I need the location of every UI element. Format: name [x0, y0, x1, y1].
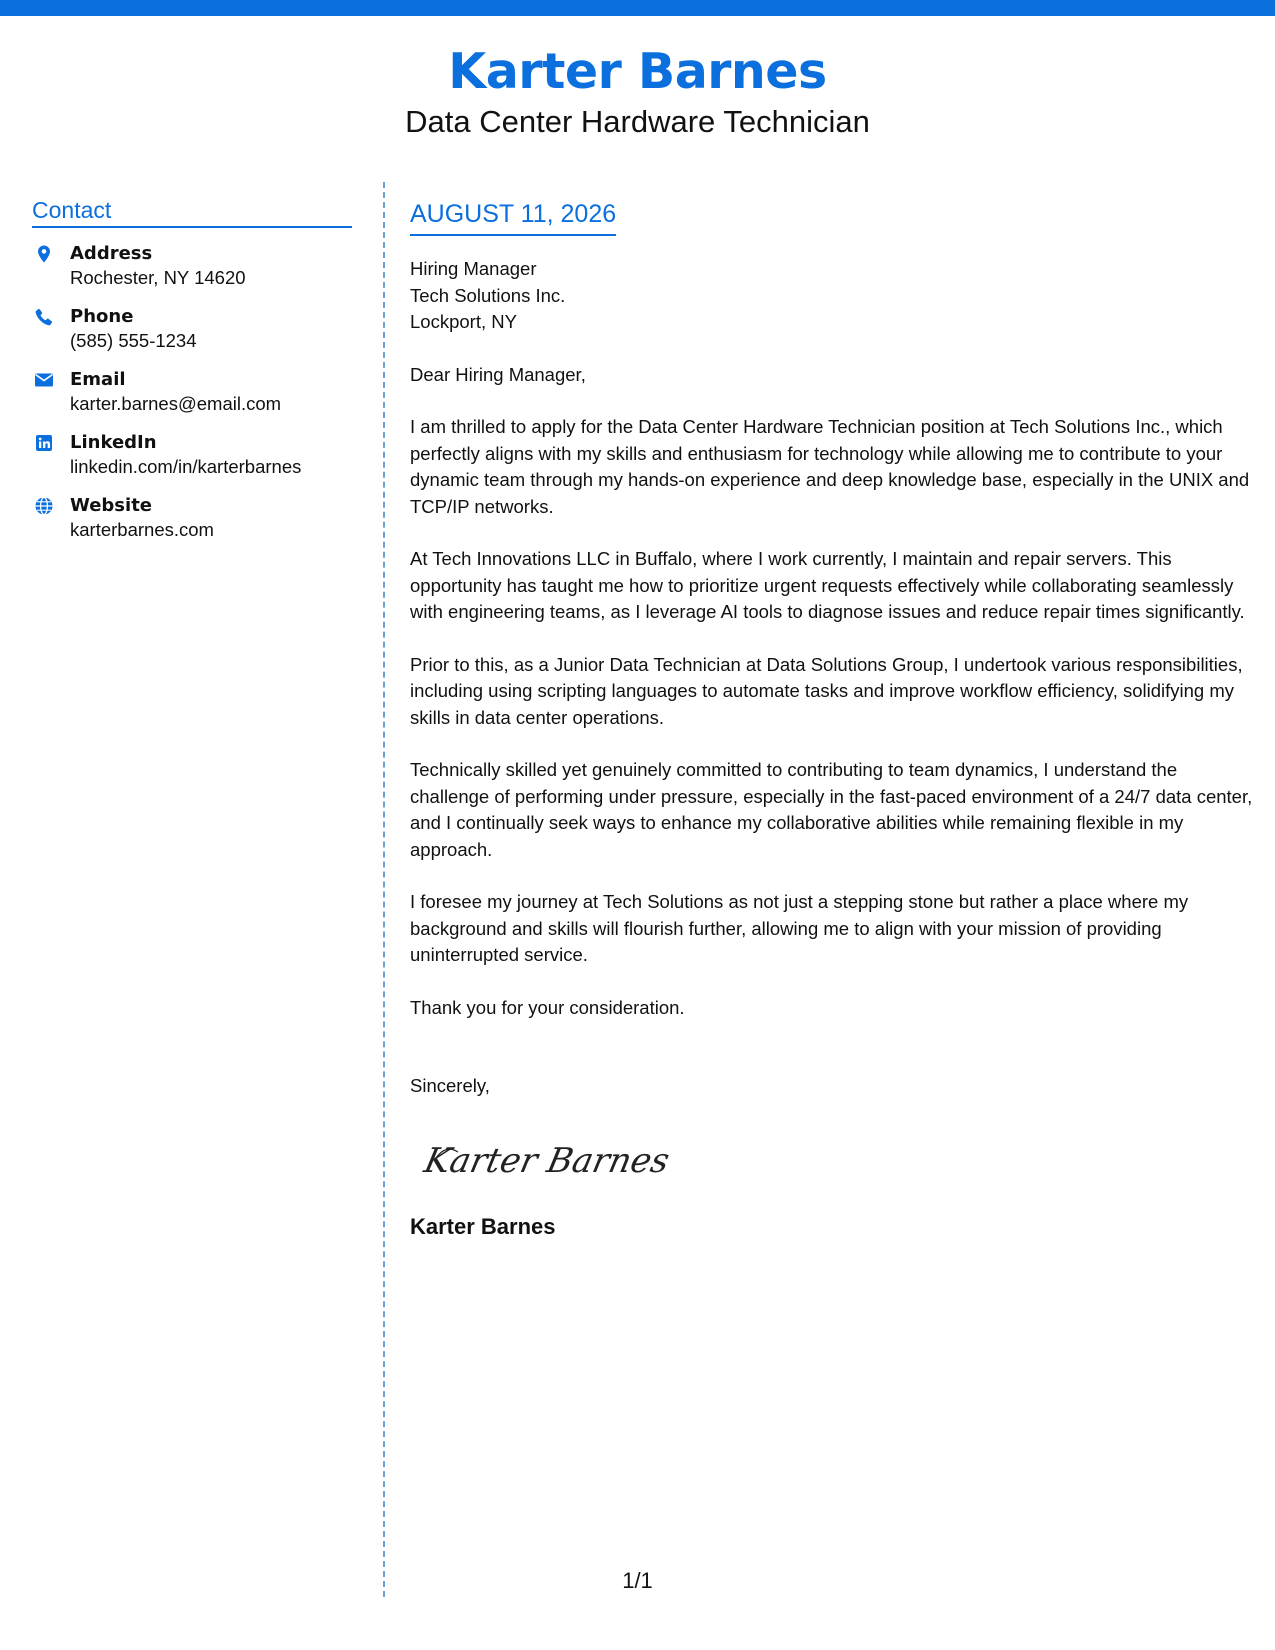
map-pin-icon: [34, 244, 54, 264]
body-paragraph: Prior to this, as a Junior Data Technician at Data Solutions Group, I undertook various responsibilities, including using scripting languages to automate tasks and improve workflow efficiency, solidifying my skills in data center operations.: [410, 653, 1243, 728]
signature-text: Karter Barnes: [422, 1140, 673, 1181]
body-paragraph: I am thrilled to apply for the Data Center Hardware Technician position at Tech Solutions Inc., which perfectly aligns with my skills and enthusiasm for technology while allowing me to contribute to your dynamic team through my hands-on experience and deep knowledge base, especially in the UNIX and TCP/IP networks.: [410, 416, 1250, 517]
contact-label: LinkedIn: [70, 432, 157, 453]
contact-sidebar: [32, 196, 352, 557]
globe-icon: [34, 496, 54, 516]
greeting: Dear Hiring Manager,: [410, 363, 586, 385]
job-title: Data Center Hardware Technician: [405, 104, 870, 139]
closing: Sincerely,: [410, 1075, 490, 1096]
phone-icon: [34, 307, 54, 327]
contact-list: [32, 242, 352, 557]
column-divider: [383, 182, 385, 1597]
letter-body: [410, 198, 1255, 1240]
contact-label: Website: [70, 495, 153, 516]
envelope-icon: [34, 370, 54, 390]
body-paragraph: At Tech Innovations LLC in Buffalo, where I work currently, I maintain and repair servers. This opportunity has taught me how to prioritize urgent requests effectively while collaborating seamlessly with engineering teams, as I leverage AI tools to diagnose issues and reduce repair times significantly.: [410, 548, 1245, 622]
address-value: Rochester, NY 14620: [70, 267, 246, 288]
contact-item-phone: [32, 305, 352, 368]
contact-item-linkedin: [32, 431, 352, 494]
letter-date: AUGUST 11, 2026: [410, 198, 616, 236]
resume-header: [0, 42, 1275, 142]
signature-image: [422, 1128, 1255, 1188]
recipient-block: [410, 256, 1255, 336]
handwritten-signature: [422, 1128, 682, 1188]
contact-item-website: [32, 494, 352, 557]
recipient-line: Lockport, NY: [410, 311, 517, 332]
contact-label: Address: [70, 243, 153, 264]
linkedin-icon: [34, 433, 54, 453]
body-paragraph: Technically skilled yet genuinely committed to contributing to team dynamics, I understand the challenge of performing under pressure, especially in the fast-paced environment of a 24/7 data center, and I continually seek ways to enhance my collaborative abilities while remaining flexible in my approach.: [410, 759, 1253, 860]
linkedin-value: linkedin.com/in/karterbarnes: [70, 456, 302, 477]
contact-item-address: [32, 242, 352, 305]
signer-name: Karter Barnes: [410, 1213, 556, 1239]
phone-value: (585) 555-1234: [70, 330, 197, 351]
email-value: karter.barnes@email.com: [70, 393, 282, 414]
contact-label: Phone: [70, 306, 134, 327]
website-value: karterbarnes.com: [70, 519, 214, 540]
page-number: 1/1: [622, 1568, 653, 1593]
recipient-line: Hiring Manager: [410, 258, 537, 279]
recipient-line: Tech Solutions Inc.: [410, 284, 566, 306]
contact-item-email: [32, 368, 352, 431]
top-accent-bar: [0, 0, 1275, 16]
contact-heading: Contact: [32, 196, 352, 228]
body-paragraph: I foresee my journey at Tech Solutions as not just a stepping stone but rather a place where my background and skills will flourish further, allowing me to align with your mission of providing uninterrupted service.: [410, 891, 1189, 965]
contact-label: Email: [70, 369, 126, 390]
candidate-name: Karter Barnes: [448, 43, 827, 100]
thank-you-line: Thank you for your consideration.: [410, 996, 685, 1018]
